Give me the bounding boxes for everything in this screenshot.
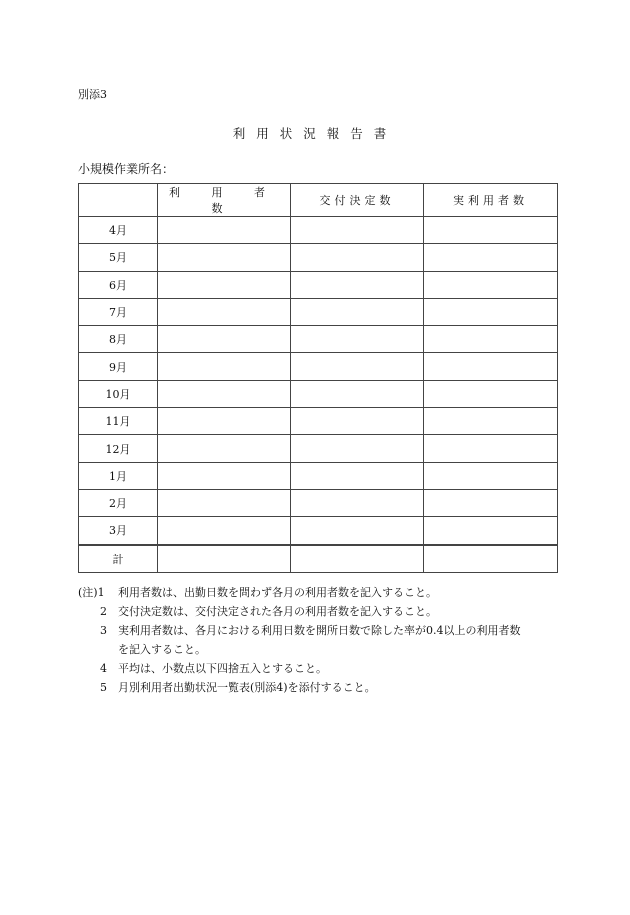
note-number: 4 bbox=[100, 662, 107, 675]
cell-actual-users bbox=[424, 380, 558, 407]
note-number: 3 bbox=[100, 624, 107, 637]
month-label: 4月 bbox=[79, 217, 158, 244]
cell-actual-users bbox=[424, 517, 558, 545]
month-label: 12月 bbox=[79, 435, 158, 462]
table-row bbox=[79, 298, 558, 325]
notes-label: (注) bbox=[78, 586, 98, 599]
table-row bbox=[79, 244, 558, 271]
table-row bbox=[79, 353, 558, 380]
cell-granted bbox=[291, 326, 424, 353]
table-row bbox=[79, 217, 558, 244]
cell-granted bbox=[291, 489, 424, 516]
usage-report-table bbox=[78, 183, 558, 573]
cell-granted bbox=[291, 217, 424, 244]
cell-actual-users bbox=[424, 435, 558, 462]
cell-granted bbox=[291, 517, 424, 545]
month-label: 11月 bbox=[79, 408, 158, 435]
month-label: 1月 bbox=[79, 462, 158, 489]
note-text: 交付決定数は、交付決定された各月の利用者数を記入すること。 bbox=[118, 605, 437, 618]
note-item bbox=[78, 602, 578, 621]
note-item bbox=[78, 659, 578, 678]
cell-users bbox=[158, 435, 291, 462]
cell-actual-users bbox=[424, 298, 558, 325]
note-text: 月別利用者出勤状況一覧表(別添4)を添付すること。 bbox=[118, 681, 376, 694]
facility-name-label: 小規模作業所名： bbox=[78, 162, 175, 176]
header-corner-cell bbox=[79, 184, 158, 217]
total-cell-granted bbox=[291, 545, 424, 573]
note-text: 平均は、小数点以下四捨五入とすること。 bbox=[118, 662, 327, 675]
cell-granted bbox=[291, 408, 424, 435]
cell-granted bbox=[291, 244, 424, 271]
cell-actual-users bbox=[424, 462, 558, 489]
table-row bbox=[79, 380, 558, 407]
note-number: 5 bbox=[100, 681, 107, 694]
note-number: 2 bbox=[100, 605, 107, 618]
cell-granted bbox=[291, 380, 424, 407]
table-row bbox=[79, 489, 558, 516]
cell-granted bbox=[291, 462, 424, 489]
column-header-granted: 交付決定数 bbox=[291, 184, 424, 217]
cell-users bbox=[158, 326, 291, 353]
cell-granted bbox=[291, 298, 424, 325]
note-text: 利用者数は、出勤日数を問わず各月の利用者数を記入すること。 bbox=[118, 586, 437, 599]
month-label: 3月 bbox=[79, 517, 158, 545]
notes-section bbox=[78, 583, 578, 697]
month-label: 5月 bbox=[79, 244, 158, 271]
table-row bbox=[79, 435, 558, 462]
cell-granted bbox=[291, 353, 424, 380]
cell-users bbox=[158, 244, 291, 271]
cell-users bbox=[158, 517, 291, 545]
table-row bbox=[79, 408, 558, 435]
cell-actual-users bbox=[424, 489, 558, 516]
table-row bbox=[79, 271, 558, 298]
cell-users bbox=[158, 489, 291, 516]
cell-actual-users bbox=[424, 326, 558, 353]
cell-granted bbox=[291, 271, 424, 298]
note-text: 実利用者数は、各月における利用日数を開所日数で除した率が0.4以上の利用者数 bbox=[118, 624, 521, 637]
month-label: 10月 bbox=[79, 380, 158, 407]
table-header-row bbox=[79, 184, 558, 217]
month-rows bbox=[79, 217, 558, 545]
note-item bbox=[78, 678, 578, 697]
total-cell-users bbox=[158, 545, 291, 573]
total-cell-actual-users bbox=[424, 545, 558, 573]
column-header-users: 利 用 者 数 bbox=[158, 184, 291, 217]
month-label: 7月 bbox=[79, 298, 158, 325]
total-label: 計 bbox=[79, 545, 158, 573]
cell-users bbox=[158, 353, 291, 380]
note-item bbox=[78, 583, 578, 602]
month-label: 6月 bbox=[79, 271, 158, 298]
month-label: 2月 bbox=[79, 489, 158, 516]
column-header-actual-users: 実利用者数 bbox=[424, 184, 558, 217]
cell-actual-users bbox=[424, 408, 558, 435]
note-item bbox=[78, 621, 578, 640]
month-label: 9月 bbox=[79, 353, 158, 380]
month-label: 8月 bbox=[79, 326, 158, 353]
cell-users bbox=[158, 408, 291, 435]
cell-actual-users bbox=[424, 271, 558, 298]
table-row bbox=[79, 517, 558, 545]
cell-actual-users bbox=[424, 353, 558, 380]
cell-users bbox=[158, 298, 291, 325]
cell-actual-users bbox=[424, 217, 558, 244]
cell-actual-users bbox=[424, 244, 558, 271]
note-continuation: を記入すること。 bbox=[118, 643, 206, 656]
annex-label: 別添3 bbox=[78, 88, 107, 101]
table-row bbox=[79, 326, 558, 353]
cell-granted bbox=[291, 435, 424, 462]
table-row bbox=[79, 462, 558, 489]
cell-users bbox=[158, 217, 291, 244]
cell-users bbox=[158, 462, 291, 489]
page-title: 利用状況報告書 bbox=[232, 126, 398, 141]
cell-users bbox=[158, 271, 291, 298]
total-row bbox=[79, 545, 558, 573]
cell-users bbox=[158, 380, 291, 407]
note-number: 1 bbox=[97, 586, 105, 599]
